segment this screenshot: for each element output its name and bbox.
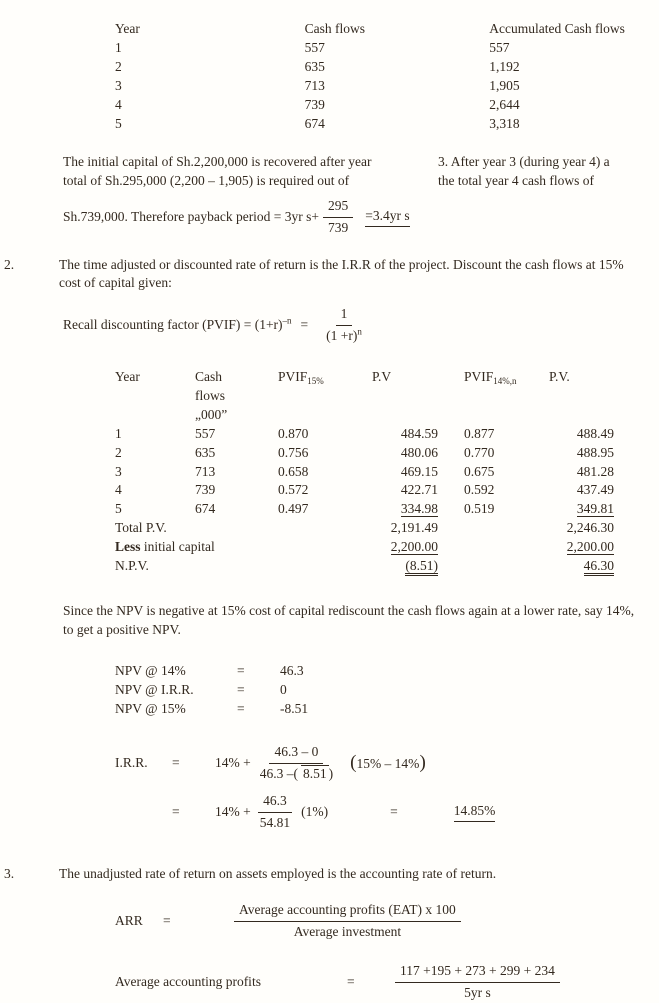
denominator-exponent: n: [357, 326, 362, 337]
equals-sign: =: [237, 701, 245, 717]
irr-formula: [115, 743, 659, 784]
equals-sign: =: [237, 663, 245, 679]
cell-pv15: 422.71: [400, 482, 438, 498]
col-header-year: Year: [115, 21, 140, 36]
total-pv14: 2,246.30: [566, 520, 614, 536]
payback-text: the total year 4 cash flows of: [438, 172, 594, 188]
col-header-cash-flows: [195, 368, 278, 425]
npv-label: NPV @ 14%: [115, 663, 186, 679]
rate-difference-text: 15% – 14%: [356, 756, 420, 772]
item-number: 2.: [4, 256, 15, 272]
underlined-value: 2,200.00: [390, 539, 438, 555]
cell-pvif14: 0.877: [464, 425, 495, 441]
pvif-label: PVIF: [464, 369, 494, 385]
table-row: [115, 96, 659, 115]
cell-cash: 557: [195, 425, 216, 441]
cell-year: 5: [115, 116, 122, 131]
equals-sign: =: [300, 317, 309, 333]
pvif-fraction: [321, 305, 367, 346]
payback-text: total of Sh.295,000 (2,200 – 1,905) is required out of: [63, 172, 350, 188]
table-row: [115, 39, 659, 58]
underlined-value: 334.98: [400, 501, 438, 517]
cell-year: 4: [115, 97, 122, 112]
npv-pv15: [372, 557, 438, 576]
cell-pv15: 484.59: [400, 425, 438, 441]
col-header-pv-14: P.V.: [549, 369, 570, 385]
fraction-numerator: 295: [323, 197, 353, 218]
cell-cash: 557: [304, 40, 325, 55]
npv-label: NPV @ I.R.R.: [115, 682, 194, 698]
cell-cash: 739: [195, 482, 216, 498]
table-row: [115, 481, 614, 500]
cell-year: 3: [115, 78, 122, 93]
pvif-formula: [63, 305, 659, 346]
cell-cash: 713: [304, 78, 325, 93]
cell-year: 3: [115, 463, 122, 479]
cell-cash: 713: [195, 463, 216, 479]
cell-pv15: 469.15: [400, 463, 438, 479]
equals-sign: =: [237, 682, 245, 698]
equals-sign: =: [347, 974, 355, 990]
npv-list: [115, 662, 659, 719]
less-pv14: [530, 538, 614, 557]
underlined-value: 2,200.00: [566, 539, 614, 555]
cell-accum: 1,192: [489, 59, 520, 74]
less-rest: initial capital: [140, 539, 215, 555]
item-text: The time adjusted or discounted rate of return is the I.R.R of the project. Discount the cash flows at 15% cost of capital given:: [59, 256, 624, 291]
denominator-text: 46.3 –(: [259, 765, 298, 781]
table-row: [115, 425, 614, 444]
npv-list-item: [115, 662, 659, 681]
cell-pv14: 481.28: [576, 463, 614, 479]
irr-base-rate: 14% +: [215, 754, 251, 770]
npv-row: [115, 557, 614, 576]
item-text: The unadjusted rate of return on assets employed is the accounting rate of return.: [59, 865, 497, 881]
pvif-subscript: 14%,n: [493, 376, 517, 387]
cell-pvif14: 0.592: [464, 482, 495, 498]
col-header-accumulated: Accumulated Cash flows: [489, 21, 625, 36]
fraction-numerator: 46.3: [258, 792, 292, 813]
npv-list-item: [115, 681, 659, 700]
cell-pv14: [530, 500, 614, 519]
table-row: [115, 115, 659, 134]
cell-pvif14: 0.519: [464, 501, 495, 517]
arr-fraction: [234, 901, 461, 942]
cashflow-table: [115, 20, 659, 134]
cell-accum: 2,644: [489, 97, 520, 112]
arr-label: ARR: [115, 913, 143, 929]
table-row: [115, 444, 614, 463]
payback-result: =3.4yr s: [365, 207, 409, 227]
fraction-denominator: 739: [328, 219, 349, 235]
cell-cash: 674: [304, 116, 325, 131]
avg-fraction: [395, 962, 560, 1003]
empty-cell: [438, 557, 530, 576]
rediscount-paragraph: Since the NPV is negative at 15% cost of capital rediscount the cash flows again at a lower rate, say 14%, to get a positive NPV.: [63, 603, 635, 638]
table-row: [115, 463, 614, 482]
total-pv15: 2,191.49: [390, 520, 438, 536]
close-paren: ): [419, 752, 426, 774]
payback-line-2: [63, 172, 643, 191]
discounting-header-row: [115, 368, 614, 425]
cell-pv14: 488.49: [576, 425, 614, 441]
cell-pvif15: 0.756: [278, 444, 309, 460]
cell-pvif14: 0.675: [464, 463, 495, 479]
cell-pvif15: 0.870: [278, 425, 309, 441]
header-line: flows: [195, 388, 225, 404]
npv-value: 46.3: [280, 663, 304, 679]
double-underlined-value: (8.51): [405, 558, 438, 576]
cell-cash: 739: [304, 97, 325, 112]
pvif-exponent: –n: [282, 315, 292, 326]
col-header-year: Year: [115, 369, 140, 385]
fraction-denominator: [255, 764, 338, 784]
irr-fraction: [255, 743, 338, 784]
total-row: [115, 519, 614, 538]
cell-pv14: 437.49: [576, 482, 614, 498]
payback-fraction: [323, 197, 353, 238]
less-capital-row: [115, 538, 614, 557]
cell-pvif15: 0.572: [278, 482, 309, 498]
denominator-close: ): [328, 765, 334, 781]
fraction-denominator: [321, 326, 367, 346]
double-underlined-value: 46.30: [584, 558, 614, 576]
underlined-value: 349.81: [576, 501, 614, 517]
item-number: 3.: [4, 865, 15, 881]
table-row: [115, 58, 659, 77]
cell-cash: 635: [195, 444, 216, 460]
irr-fraction-2: [255, 792, 295, 833]
npv-label: N.P.V.: [115, 558, 149, 574]
equals-sign: =: [163, 913, 171, 929]
payback-line-1: [63, 153, 643, 172]
numbered-item-3: [0, 865, 643, 884]
cell-accum: 3,318: [489, 116, 520, 131]
payback-text: 3. After year 3 (during year 4) a: [438, 154, 610, 169]
cell-cash: 674: [195, 501, 216, 517]
cell-accum: 557: [489, 40, 510, 55]
open-paren: (: [350, 752, 357, 774]
cell-year: 1: [115, 40, 122, 55]
equals-sign: =: [390, 803, 398, 819]
cell-pv15: 480.06: [400, 444, 438, 460]
pvif-prefix: [63, 316, 292, 335]
fraction-numerator: 117 +195 + 273 + 299 + 234: [395, 962, 560, 983]
cell-pvif15: 0.497: [278, 501, 309, 517]
header-line: „000”: [195, 406, 228, 422]
irr-label: I.R.R.: [115, 754, 148, 770]
table-row: [115, 500, 614, 519]
cell-pv15: [372, 500, 438, 519]
cell-pv14: 488.95: [576, 444, 614, 460]
payback-formula-text: Sh.739,000. Therefore payback period = 3yr s+: [63, 208, 320, 224]
header-line: Cash: [195, 369, 222, 385]
cell-cash: 635: [304, 59, 325, 74]
cell-year: 4: [115, 482, 122, 498]
one-percent: (1%): [301, 803, 329, 819]
npv-value: -8.51: [280, 701, 309, 717]
irr-result: 14.85%: [454, 802, 496, 822]
overlined-negative: 8.51: [302, 765, 327, 781]
cell-year: 2: [115, 59, 122, 74]
fraction-numerator: 1: [336, 305, 353, 326]
cashflow-header-row: [115, 20, 659, 39]
payback-text: The initial capital of Sh.2,200,000 is recovered after year: [63, 154, 372, 169]
fraction-denominator: 5yr s: [464, 985, 491, 1001]
cell-year: 5: [115, 501, 122, 517]
avg-profits-formula: [115, 962, 659, 1003]
npv-value: 0: [280, 682, 287, 698]
less-pv15: [372, 538, 438, 557]
cell-pvif14: 0.770: [464, 444, 495, 460]
empty-cell: [438, 538, 530, 557]
cell-year: 2: [115, 444, 122, 460]
col-header-pvif15: [278, 368, 372, 425]
table-row: [115, 77, 659, 96]
rate-difference: [350, 750, 426, 777]
less-capital-label: [115, 538, 372, 557]
pvif-prefix-text: Recall discounting factor (PVIF) = (1+r): [63, 317, 283, 333]
npv-label: NPV @ 15%: [115, 701, 186, 717]
numbered-item-2: [0, 256, 643, 294]
arr-formula: [115, 901, 659, 942]
payback-formula: [63, 197, 659, 238]
equals-sign: =: [172, 754, 180, 770]
col-header-pv-15: P.V: [372, 369, 392, 385]
cell-year: 1: [115, 425, 122, 441]
less-word: Less: [115, 539, 141, 555]
fraction-denominator: Average investment: [293, 924, 402, 940]
fraction-denominator: 54.81: [259, 814, 291, 830]
equals-sign: =: [172, 803, 180, 819]
col-header-pvif14: [438, 368, 530, 425]
cell-accum: 1,905: [489, 78, 520, 93]
discounting-table: [115, 368, 614, 576]
pvif-label: PVIF: [278, 369, 308, 385]
payback-paragraph: [63, 153, 643, 191]
empty-cell: [438, 519, 530, 538]
irr-base-rate: 14% +: [215, 803, 251, 819]
pvif-subscript: 15%: [307, 376, 324, 387]
total-label: Total P.V.: [115, 520, 167, 536]
col-header-cash-flows: Cash flows: [304, 21, 365, 36]
fraction-numerator: Average accounting profits (EAT) x 100: [234, 901, 461, 922]
npv-pv14: [530, 557, 614, 576]
npv-list-item: [115, 700, 659, 719]
irr-formula-result: [115, 792, 659, 833]
denominator-base: (1 +r): [326, 328, 358, 344]
fraction-numerator: 46.3 – 0: [269, 743, 323, 764]
cell-pvif15: 0.658: [278, 463, 309, 479]
avg-profits-label: Average accounting profits: [115, 974, 261, 990]
